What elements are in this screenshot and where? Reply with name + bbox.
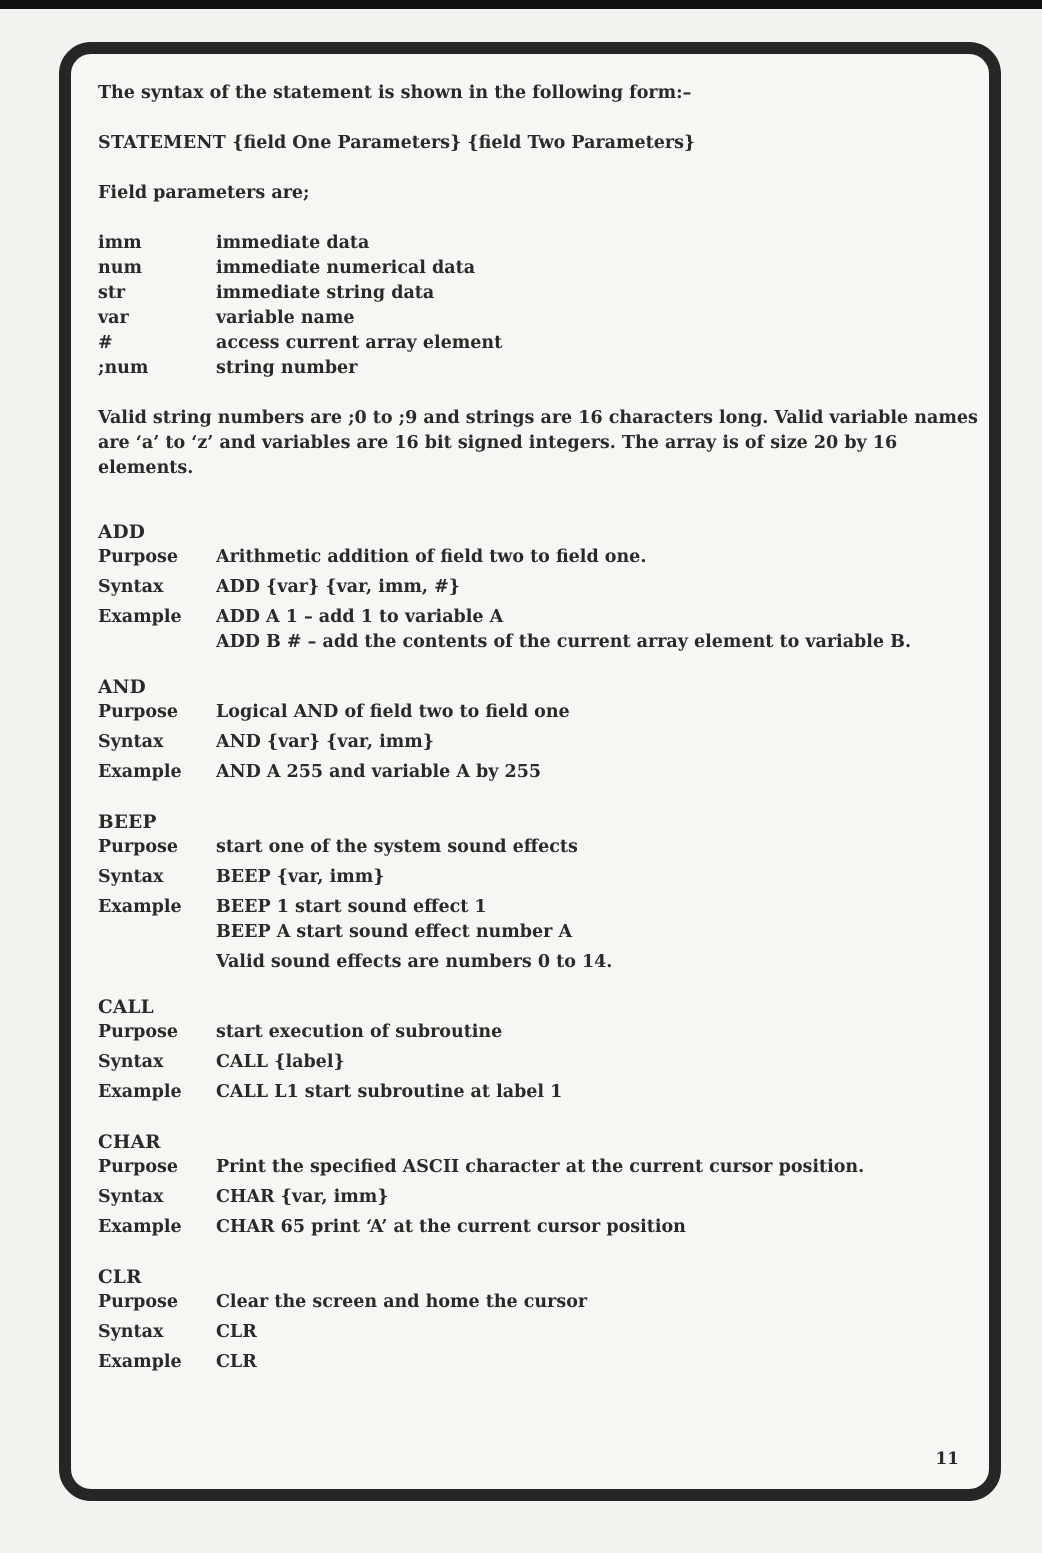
- purpose-text: Arithmetic addition of field two to field one.: [216, 547, 647, 567]
- example-note: Valid sound effects are numbers 0 to 14.: [216, 952, 613, 972]
- field-param-desc: variable name: [216, 308, 355, 328]
- syntax-label: Syntax: [98, 577, 164, 597]
- field-param-desc: string number: [216, 358, 358, 378]
- example-text: CALL L1 start subroutine at label 1: [216, 1082, 563, 1102]
- scan-top-edge: [0, 0, 1042, 9]
- field-param-key: imm: [98, 233, 142, 253]
- purpose-text: Logical AND of field two to field one: [216, 702, 570, 722]
- field-param-desc: immediate string data: [216, 283, 435, 303]
- field-param-row: [98, 281, 978, 306]
- example-row: [98, 605, 978, 630]
- field-param-desc: immediate numerical data: [216, 258, 476, 278]
- example-row: [98, 1215, 978, 1240]
- example-text: BEEP A start sound effect number A: [216, 922, 573, 942]
- purpose-row: [98, 835, 978, 860]
- field-param-key: #: [98, 333, 113, 353]
- example-row: [98, 1350, 978, 1375]
- command-title: CALL: [98, 997, 154, 1018]
- example-label: Example: [98, 762, 182, 782]
- syntax-row: [98, 575, 978, 600]
- field-params-heading: Field parameters are;: [98, 183, 310, 203]
- statement-field-one: {field One Parameters}: [232, 133, 462, 153]
- command-add: [98, 520, 978, 655]
- field-param-row: [98, 231, 978, 256]
- example-row: [98, 1080, 978, 1105]
- example-text: ADD A 1 – add 1 to variable A: [216, 607, 504, 627]
- syntax-row: [98, 865, 978, 890]
- notes-paragraph: Valid string numbers are ;0 to ;9 and strings are 16 characters long. Valid variable names are ‘a’ to ‘z’ and variables are 16 bit signed integers. The array is of size 20 by 16 elements.: [98, 408, 978, 478]
- purpose-text: start execution of subroutine: [216, 1022, 503, 1042]
- command-char: [98, 1130, 978, 1240]
- syntax-label: Syntax: [98, 1322, 164, 1342]
- example-label: Example: [98, 1352, 182, 1372]
- example-text: ADD B # – add the contents of the current array element to variable B.: [216, 632, 912, 652]
- field-param-key: ;num: [98, 358, 149, 378]
- field-param-desc: immediate data: [216, 233, 370, 253]
- syntax-text: CALL {label}: [216, 1052, 345, 1072]
- field-param-row: [98, 306, 978, 331]
- example-row: [98, 920, 978, 945]
- purpose-row: [98, 1020, 978, 1045]
- purpose-row: [98, 1290, 978, 1315]
- purpose-label: Purpose: [98, 702, 178, 722]
- purpose-row: [98, 1155, 978, 1180]
- syntax-row: [98, 730, 978, 755]
- field-param-desc: access current array element: [216, 333, 503, 353]
- syntax-row: [98, 1050, 978, 1075]
- purpose-text: Print the specified ASCII character at the current cursor position.: [216, 1157, 865, 1177]
- purpose-label: Purpose: [98, 1157, 178, 1177]
- example-row: [98, 895, 978, 920]
- example-label: Example: [98, 1217, 182, 1237]
- intro-text: The syntax of the statement is shown in the following form:–: [98, 83, 692, 103]
- example-label: Example: [98, 1082, 182, 1102]
- page-content: [98, 81, 978, 1375]
- syntax-text: BEEP {var, imm}: [216, 867, 385, 887]
- example-text: AND A 255 and variable A by 255: [216, 762, 542, 782]
- syntax-text: CHAR {var, imm}: [216, 1187, 389, 1207]
- syntax-row: [98, 1320, 978, 1345]
- purpose-row: [98, 700, 978, 725]
- purpose-label: Purpose: [98, 1292, 178, 1312]
- syntax-text: AND {var} {var, imm}: [216, 732, 434, 752]
- syntax-label: Syntax: [98, 1187, 164, 1207]
- example-label: Example: [98, 607, 182, 627]
- command-title: CHAR: [98, 1132, 161, 1153]
- purpose-label: Purpose: [98, 547, 178, 567]
- field-param-key: str: [98, 283, 126, 303]
- purpose-text: start one of the system sound effects: [216, 837, 578, 857]
- page-number: 11: [935, 1449, 959, 1469]
- command-title: ADD: [98, 522, 146, 543]
- statement-keyword: STATEMENT: [98, 133, 227, 153]
- example-text: CHAR 65 print ‘A’ at the current cursor position: [216, 1217, 686, 1237]
- syntax-label: Syntax: [98, 732, 164, 752]
- syntax-text: ADD {var} {var, imm, #}: [216, 577, 461, 597]
- command-title: CLR: [98, 1267, 142, 1288]
- command-beep: [98, 810, 978, 975]
- syntax-label: Syntax: [98, 867, 164, 887]
- example-text: CLR: [216, 1352, 257, 1372]
- command-call: [98, 995, 978, 1105]
- command-title: AND: [98, 677, 146, 698]
- field-param-key: var: [98, 308, 129, 328]
- field-param-key: num: [98, 258, 142, 278]
- purpose-label: Purpose: [98, 1022, 178, 1042]
- purpose-text: Clear the screen and home the cursor: [216, 1292, 588, 1312]
- statement-field-two: {field Two Parameters}: [467, 133, 696, 153]
- example-row: [98, 760, 978, 785]
- field-param-row: [98, 256, 978, 281]
- command-and: [98, 675, 978, 785]
- purpose-label: Purpose: [98, 837, 178, 857]
- page-frame: [59, 42, 1001, 1501]
- command-title: BEEP: [98, 812, 157, 833]
- command-clr: [98, 1265, 978, 1375]
- field-param-row: [98, 331, 978, 356]
- statement-form: [98, 131, 978, 156]
- example-label: Example: [98, 897, 182, 917]
- example-text: BEEP 1 start sound effect 1: [216, 897, 487, 917]
- example-row: [98, 630, 978, 655]
- field-param-row: [98, 356, 978, 381]
- syntax-label: Syntax: [98, 1052, 164, 1072]
- purpose-row: [98, 545, 978, 570]
- example-note-row: [98, 950, 978, 975]
- syntax-row: [98, 1185, 978, 1210]
- syntax-text: CLR: [216, 1322, 257, 1342]
- field-params-list: [98, 231, 978, 381]
